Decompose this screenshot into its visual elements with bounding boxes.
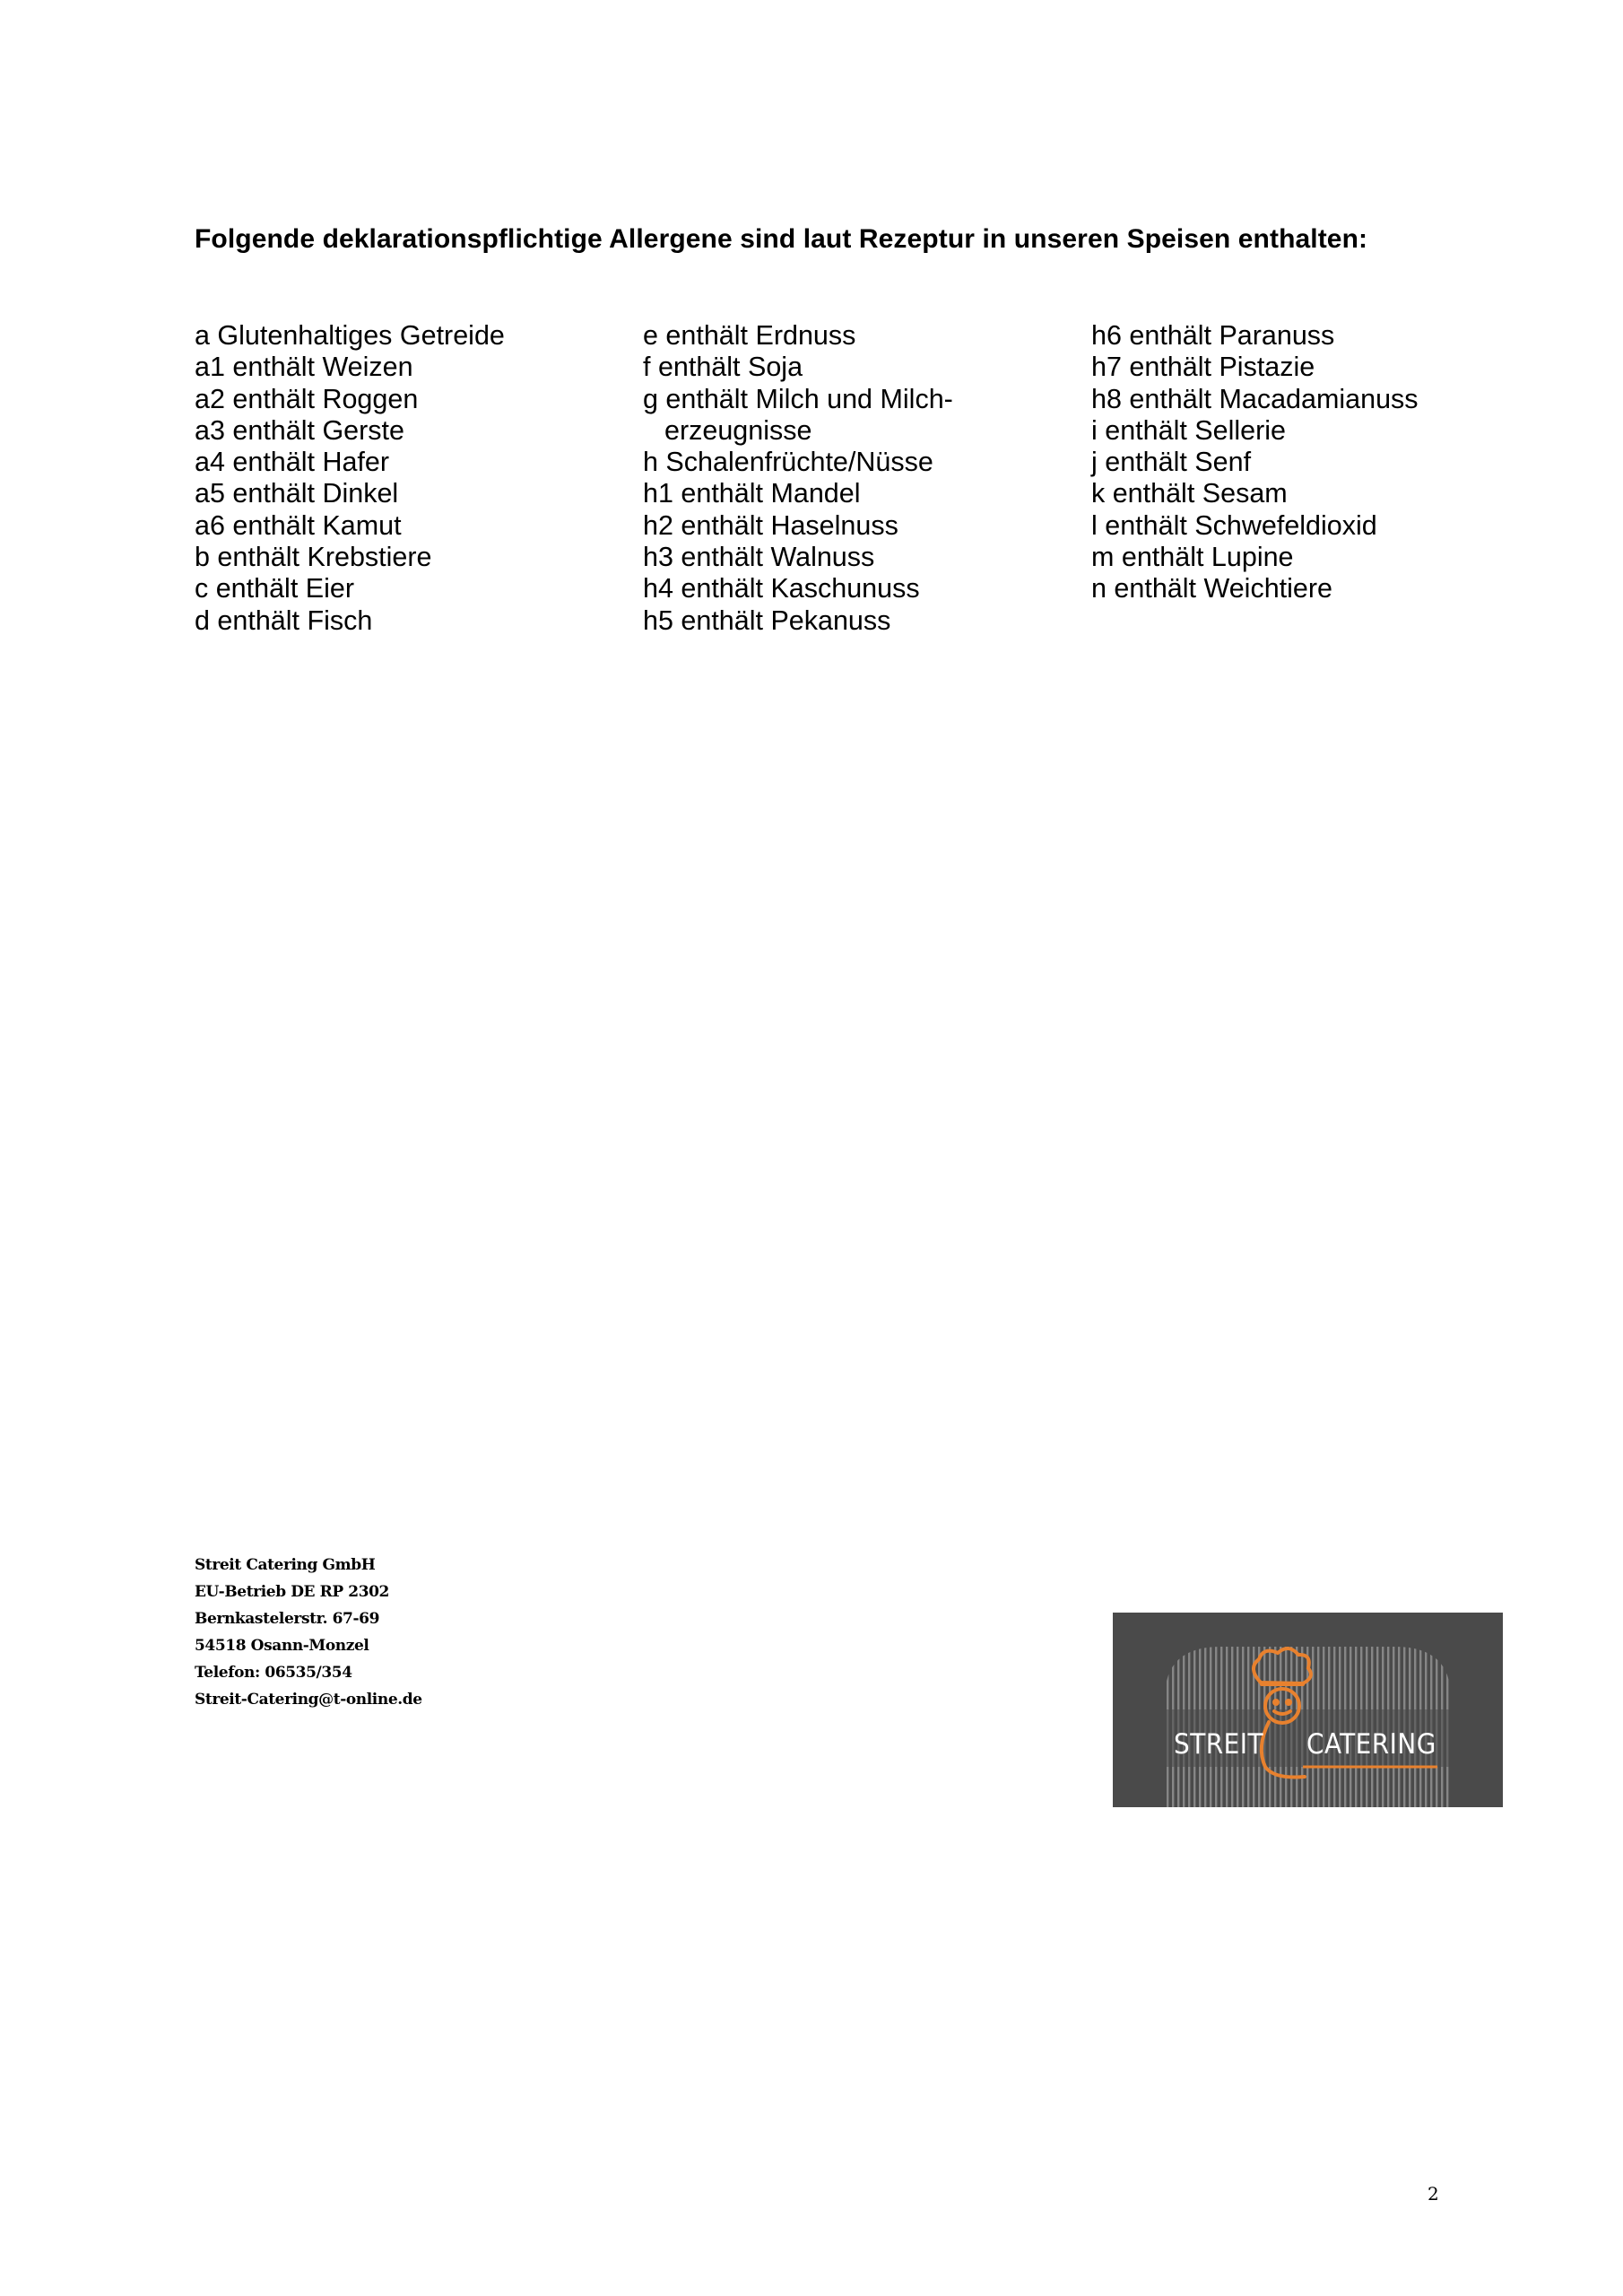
allergen-item: h5 enthält Pekanuss [643,604,891,636]
eu-number: EU-Betrieb DE RP 2302 [195,1583,389,1601]
company-name: Streit Catering GmbH [195,1556,376,1574]
allergen-item: j enthält Senf [1091,447,1252,478]
allergen-item-continuation: erzeugnisse [664,414,812,446]
logo-text-streit: STREIT [1174,1728,1263,1761]
allergen-column-1 [195,320,505,637]
allergen-item: i enthält Sellerie [1091,414,1287,446]
allergen-item: d enthält Fisch [195,604,373,636]
allergen-heading: Folgende deklarationspflichtige Allergene sind laut Rezeptur in unseren Speisen enthalten: [195,224,1368,254]
allergen-item: h4 enthält Kaschunuss [643,573,920,604]
allergen-item: h8 enthält Macadamianuss [1091,383,1419,414]
company-address [195,1552,422,1713]
allergen-item: a2 enthält Roggen [195,383,419,414]
allergen-item: a5 enthält Dinkel [195,478,399,509]
allergen-item: a4 enthält Hafer [195,447,390,478]
email-address: Streit-Catering@t-online.de [195,1691,422,1709]
allergen-item: c enthält Eier [195,573,355,604]
allergen-column-3 [1091,320,1419,605]
allergen-item: f enthält Soja [643,352,803,383]
allergen-item: m enthält Lupine [1091,542,1294,573]
allergen-item: b enthält Krebstiere [195,542,432,573]
page-number: 2 [1428,2183,1439,2205]
city-address: 54518 Osann-Monzel [195,1637,369,1655]
allergen-item: a6 enthält Kamut [195,509,402,541]
allergen-item: a3 enthält Gerste [195,414,404,446]
allergen-item: k enthält Sesam [1091,478,1288,509]
company-logo [1113,1613,1503,1807]
logo-text-catering: CATERING [1306,1728,1436,1761]
allergen-column-2 [643,320,953,637]
street-address: Bernkastelerstr. 67-69 [195,1610,379,1628]
allergen-item: h3 enthält Walnuss [643,542,875,573]
allergen-item: h6 enthält Paranuss [1091,320,1335,351]
allergen-item: l enthält Schwefeldioxid [1091,509,1377,541]
allergen-item: h7 enthält Pistazie [1091,352,1315,383]
allergen-item: h2 enthält Haselnuss [643,509,898,541]
allergen-item: h1 enthält Mandel [643,478,861,509]
phone-number: Telefon: 06535/354 [195,1664,352,1682]
allergen-item: e enthält Erdnuss [643,320,856,351]
allergen-item: g enthält Milch und Milch- [643,383,953,414]
allergen-item: a Glutenhaltiges Getreide [195,320,505,351]
allergen-item: a1 enthält Weizen [195,352,413,383]
allergen-item: h Schalenfrüchte/Nüsse [643,447,933,478]
allergen-item: n enthält Weichtiere [1091,573,1333,604]
